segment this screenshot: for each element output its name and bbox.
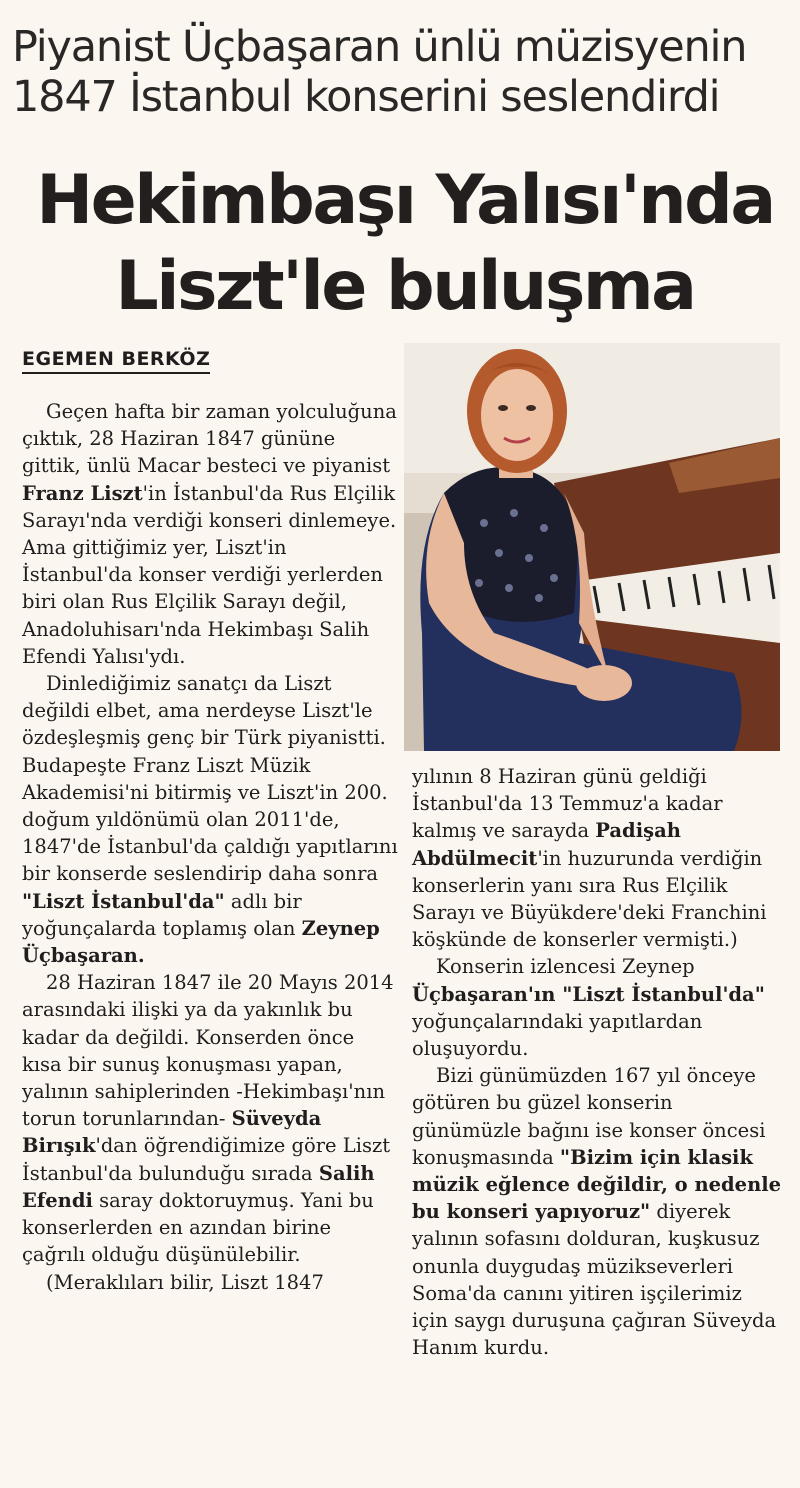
paragraph-5-bold-a: Üçbaşaran'ın "Liszt İstanbul'da"	[412, 982, 765, 1006]
paragraph-3-bold-a: Süveyda Birışık	[22, 1107, 322, 1158]
subheadline-line-2: 1847 İstanbul konserini seslendirdi	[12, 72, 720, 122]
paragraph-3-text-b: 'dan öğrendiğimize göre Liszt İstanbul'da bulunduğu sırada	[22, 1134, 391, 1185]
paragraph-4-bold-a: Padişah Abdülmecit	[412, 819, 681, 870]
author-byline: EGEMEN BERKÖZ	[22, 348, 210, 374]
paragraph-1-text-a: Geçen hafta bir zaman yolculuğuna çıktık, 28 Haziran 1847 gününe gittik, ünlü Macar besteci ve piyanist	[22, 400, 397, 478]
paragraph-4-end	[412, 763, 784, 953]
paragraph-2-text-b: adlı bir yoğunçalarda toplamış olan	[22, 889, 302, 940]
subheadline	[12, 22, 788, 122]
paragraph-1	[22, 398, 398, 670]
paragraph-6-text-a: Bizi günümüzden 167 yıl önceye götüren bu güzel konserin günümüzle bağını ise konser öncesi konuşmasında	[412, 1064, 766, 1169]
paragraph-3-text-c: saray doktoruymuş. Yani bu konserlerden en azından birine çağrılı olduğu düşünülebilir.	[22, 1188, 374, 1267]
paragraph-3-text-a: 28 Haziran 1847 ile 20 Mayıs 2014 arasındaki ilişki ya da yakınlık bu kadar da değildi. Konserden önce kısa bir sunuş konuşması yapan, yalının sahiplerinden -Hekimbaşı'nın torun torunlarından-	[22, 971, 394, 1131]
paragraph-4-text-a: yılının 8 Haziran günü geldiği İstanbul'da 13 Temmuz'a kadar kalmış ve sarayda	[412, 765, 723, 843]
paragraph-4-text-b: 'in huzurunda verdiğin konserlerin yanı sıra Rus Elçilik Sarayı ve Büyükdere'deki Franchini köşkünde de konserler vermişti.)	[412, 846, 767, 952]
article-column-right	[412, 763, 784, 1361]
paragraph-5	[412, 953, 784, 1062]
paragraph-2-bold-a: "Liszt İstanbul'da"	[22, 889, 225, 913]
headline	[20, 158, 790, 330]
paragraph-2-text-a: Dinlediğimiz sanatçı da Liszt değildi elbet, ama nerdeyse Liszt'le özdeşleşmiş genç bir Türk piyanistti. Budapeşte Franz Liszt Müzik Akademisi'ni bitirmiş ve Liszt'in 200. doğum yıldönümü olan 2011'de, 1847'de İstanbul'da çaldığı yapıtlarını bir konserde seslendirip daha sonra	[22, 672, 398, 886]
paragraph-1-text-b: 'in İstanbul'da Rus Elçilik Sarayı'nda verdiği konseri dinlemeye. Ama gittiğimiz yer, Liszt'in İstanbul'da konser verdiği yerlerden biri olan Rus Elçilik Sarayı değil, Anadoluhisarı'nda Hekimbaşı Salih Efendi Yalısı'ydı.	[22, 481, 397, 668]
paragraph-2-bold-b: Zeynep Üçbaşaran.	[22, 916, 380, 968]
subheadline-line-1: Piyanist Üçbaşaran ünlü müzisyenin	[12, 22, 747, 72]
pianist-photo	[404, 343, 780, 751]
headline-line-1: Hekimbaşı Yalısı'nda	[36, 161, 774, 240]
paragraph-3	[22, 969, 398, 1268]
paragraph-6-text-b: diyerek yalının sofasını dolduran, kuşkusuz onunla duygudaş müzikseverleri Soma'da canını yitiren işçilerimiz için saygı duruşuna çağıran Süveyda Hanım kurdu.	[412, 1200, 777, 1360]
paragraph-1-bold-a: Franz Liszt	[22, 481, 143, 505]
paragraph-6	[412, 1062, 784, 1361]
article-column-left	[22, 398, 398, 1296]
pianist-photo-image	[404, 343, 780, 751]
headline-line-2: Liszt'le buluşma	[115, 247, 695, 326]
paragraph-3-bold-b: Salih Efendi	[22, 1161, 375, 1212]
paragraph-6-bold-a: "Bizim için klasik müzik eğlence değildir, o nedenle bu konseri yapıyoruz"	[412, 1145, 782, 1224]
paragraph-4-start: (Meraklıları bilir, Liszt 1847	[46, 1270, 324, 1294]
paragraph-5-text-b: yoğunçalarındaki yapıtlardan oluşuyordu.	[412, 1009, 703, 1061]
paragraph-5-text-a: Konserin izlencesi Zeynep	[436, 955, 695, 979]
paragraph-2	[22, 670, 398, 969]
